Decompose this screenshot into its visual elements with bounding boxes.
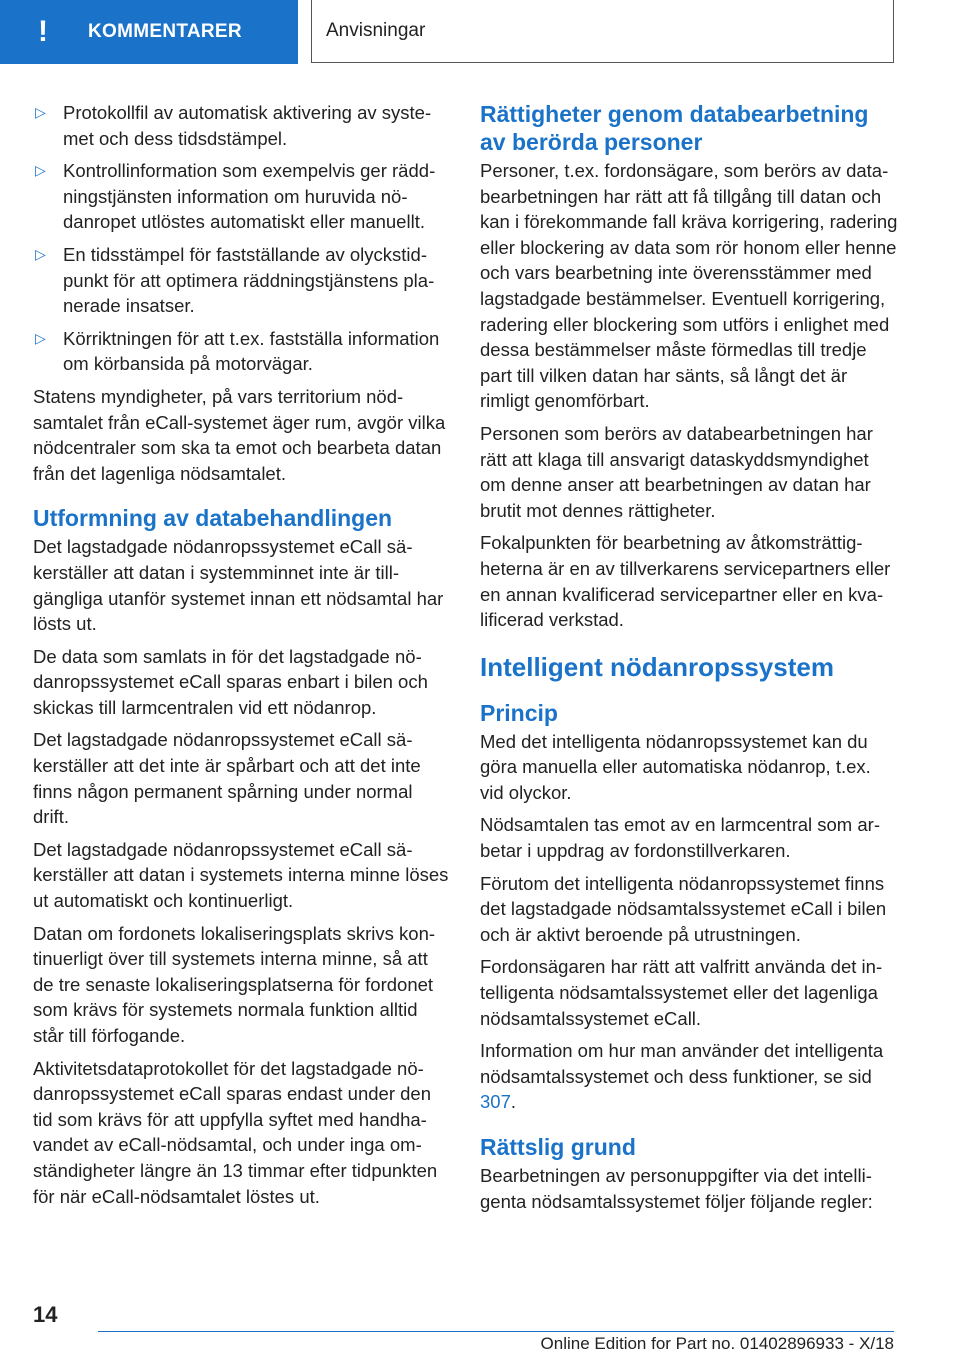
right-column	[480, 100, 898, 1221]
list-item: ▷ Protokollfil av automatisk aktivering av systemet och dess tidsdstämpel.	[35, 102, 432, 149]
paragraph: Datan om fordonets lokaliseringsplats skrivs kontinuerligt över till systemets interna minne, så att de tre senaste lokaliseringsplatserna för fordonet som krävs för systemets normala funktion alltid står till förfogande.	[33, 922, 436, 1046]
paragraph: Det lagstadgade nödanropssystemet eCall säkerställer att det inte är spårbart och att det inte finns någon permanent spårning under normal drift.	[33, 729, 421, 828]
paragraph: Det lagstadgade nödanropssystemet eCall säkerställer att datan i systemets interna minne löses ut automatiskt och kontinuerligt.	[33, 838, 449, 912]
page-number: 14	[33, 1302, 58, 1327]
chapter-tab	[0, 0, 298, 64]
section-title: Anvisningar	[326, 20, 426, 41]
paragraph: Med det intelligenta nödanropssystemet kan du göra manuella eller automatiska nödanrop, t.ex. vid olyckor.	[480, 730, 871, 803]
section-header	[311, 0, 894, 63]
footer-divider	[98, 1331, 894, 1332]
heading-rattslig: Rättslig grund	[480, 1134, 636, 1160]
heading-rattigheter: Rättigheter genom databearbetning av berörda personer	[480, 101, 869, 155]
footer-edition: Online Edition for Part no. 01402896933 - X/18	[540, 1334, 894, 1353]
paragraph: Nödsamtalen tas emot av en larmcentral som arbetar i uppdrag av fordonstillverkaren.	[480, 814, 880, 862]
heading-princip: Princip	[480, 699, 558, 726]
paragraph: Fokalpunkten för bearbetning av åtkomsträttigheterna är en av tillverkarens servicepartners eller en annan kvalificerad servicepartner eller en kvalificerad verkstad.	[480, 532, 891, 631]
paragraph: Information om hur man använder det intelligenta nödsamtalssystemet och dess funktioner, se sid 307.	[480, 1040, 884, 1113]
triangle-bullet-icon: ▷	[35, 329, 46, 346]
paragraph: Bearbetningen av personuppgifter via det intelligenta nödsamtalssystemet följer följande regler:	[480, 1165, 873, 1212]
list-item: ▷ Körriktningen för att t.ex. fastställa information om körbansida på motorvägar.	[35, 327, 440, 375]
triangle-bullet-icon: ▷	[35, 104, 46, 120]
left-column	[33, 100, 449, 1216]
triangle-bullet-icon: ▷	[35, 245, 46, 262]
list-item: ▷ En tidsstämpel för fastställande av olyckstidpunkt för att optimera räddningstjänstens planerade insatser.	[35, 243, 435, 317]
heading-intelligent: Intelligent nödanropssystem	[480, 651, 834, 682]
paragraph: Fordonsägaren har rätt att valfritt använda det intelligenta nödsamtalssystemet eller det lagenliga nödsamtalssystemet eCall.	[480, 956, 883, 1029]
page-link[interactable]: 307	[480, 1091, 511, 1113]
paragraph: Personen som berörs av databearbetningen har rätt att klaga till ansvarigt dataskyddsmyndighet om denne anser att bearbetningen av datan har brutit mot dennes rättigheter.	[480, 422, 873, 521]
bullet-list	[33, 100, 449, 377]
paragraph: Det lagstadgade nödanropssystemet eCall säkerställer att datan i systemminnet inte är tillgängliga utanför systemet innan ett nödsamtal har lösts ut.	[33, 536, 444, 635]
paragraph: Statens myndigheter, på vars territorium nödsamtalet från eCall-systemet äger rum, avgör vilka nödcentraler som ska ta emot och bearbeta datan från det lagenliga nödsamtalet.	[33, 385, 446, 484]
paragraph: De data som samlats in för det lagstadgade nödanropssystemet eCall sparas enbart i bilen och skickas till larmcentralen vid ett nödanrop.	[33, 645, 428, 718]
paragraph: Förutom det intelligenta nödanropssystemet finns det lagstadgade nödsamtalssystemet eCall i bilen och är aktivt beroende på utrustningen.	[480, 872, 887, 945]
warning-icon: !	[38, 15, 48, 48]
chapter-title: KOMMENTARER	[88, 21, 242, 42]
paragraph: Aktivitetsdataprotokollet för det lagstadgade nödanropssystemet eCall sparas endast under den tid som krävs för att uppfylla syftet med handhavandet av eCall-nödsamtal, och under inga omständigheter längre än 13 timmar efter tidpunkten för när eCall-nödsamtalet löstes ut.	[33, 1057, 438, 1207]
heading-utformning: Utformning av databehandlingen	[33, 505, 393, 532]
paragraph: Personer, t.ex. fordonsägare, som berörs av databearbetningen har rätt att få tillgång till datan och kan i förekommande fall kräva korrigering, radering eller blockering av data som rör honom eller henne och vars bearbetning inte överensstämmer med lagstadgade bestämmelser. Eventuell korrigering, radering eller blockering som utförs i enlighet med dessa bestämmelser måste förmedlas till tredje part till vilken datan har sänts, så långt det är rimligt genomförbart.	[480, 160, 898, 412]
list-item: ▷ Kontrollinformation som exempelvis ger räddningstjänsten information om huruvida nödanropet utlöstes automatiskt eller manuellt.	[35, 160, 436, 233]
triangle-bullet-icon: ▷	[35, 162, 46, 179]
